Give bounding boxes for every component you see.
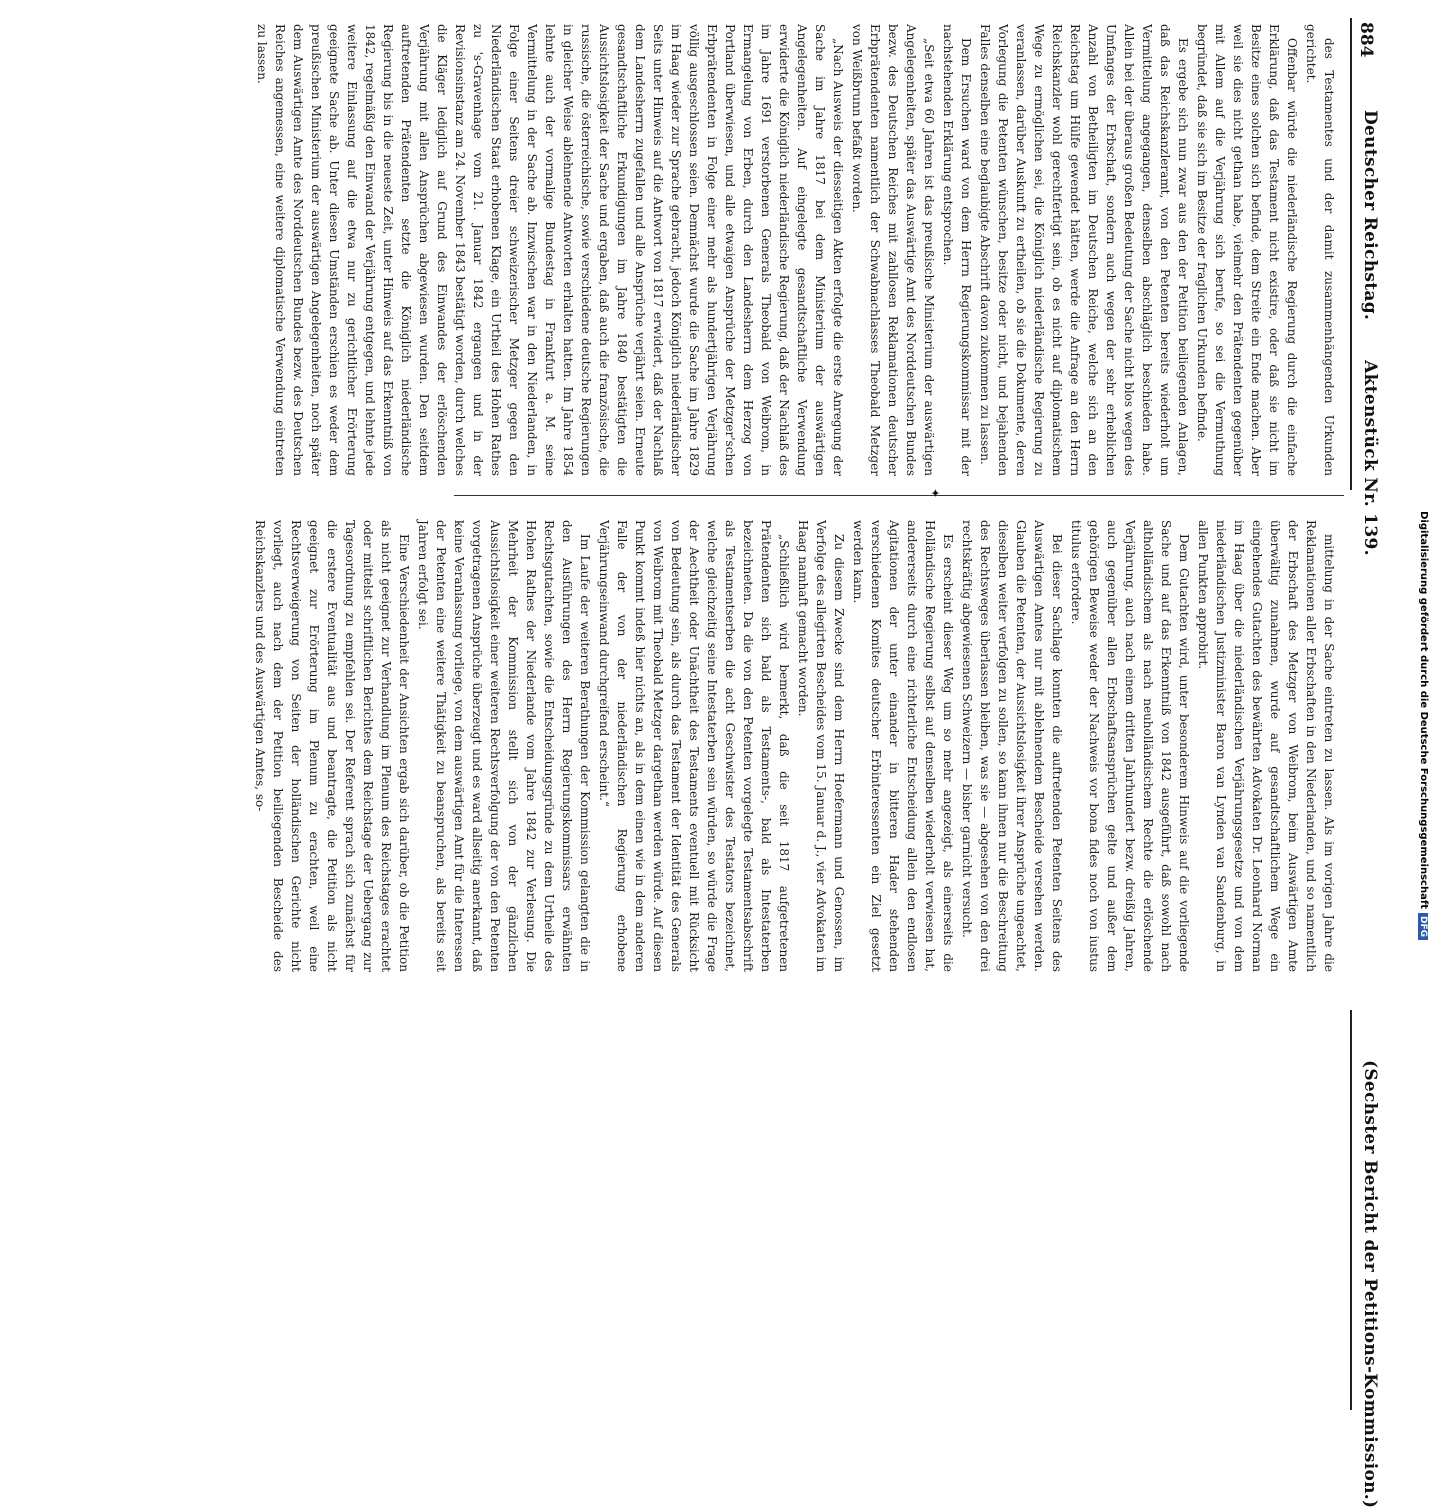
header-rule-left: [1350, 18, 1352, 490]
text-column-left: [255, 24, 1338, 476]
header-report-title: (Sechster Bericht der Petitions-Kommission.): [1360, 1060, 1380, 1508]
page-number: 884: [1356, 22, 1376, 58]
paragraph: Es erscheint dieser Weg um so mehr angezeigt, als einerseits die Holländische Regierung selbst auf denselben wiederholt verwiesen hat, andererseits durch eine richterliche Entscheidung allein den endlosen Agitationen der unter einander in bitteren Hader stehenden verschiedenen Komites deutscher Erbinteressenten ein Ziel gesetzt werden kann.: [851, 520, 955, 972]
paragraph: Dem Ersuchen ward von dem Herrn Regierungskommissar mit der nachstehenden Erklärung entsprochen.: [941, 24, 973, 476]
column-divider: [454, 495, 1344, 496]
header-rule-right: [1350, 1010, 1352, 1410]
credit-text: Digitalisierung gefördert durch die Deutsche Forschungsgemeinschaft: [1418, 511, 1429, 909]
digitization-credit: [1415, 60, 1431, 940]
paragraph: Es ergebe sich nun zwar aus den der Petition beiliegenden Anlagen, daß das Reichskanzleramt, von den Petenten bereits wiederholt um Vermittelung angegangen, denselben abschläglich beschieden habe. Allein bei der überaus großen Bedeutung der Sache nicht blos wegen des Umfanges der Erbschaft, sondern auch wegen der sehr erheblichen Anzahl von Betheiligten im Deutschen Reiche, welche sich an den Reichstag um Hülfe gewendet hätten, werde die Anfrage an den Herrn Reichskanzler wohl gerechtfertigt sein, ob es nicht auf diplomatischem Wege zu ermöglichen sei, die Königlich niederländische Regierung zu veranlassen, darüber Auskunft zu ertheilen, ob sie die Dokumente, deren Vorlegung die Petenten wünschen, besitze oder nicht, und bejahenden Falles denselben eine beglaubigte Abschrift davon zukommen zu lassen.: [978, 24, 1190, 476]
paragraph: Eine Verschiedenheit der Ansichten ergab sich darüber, ob die Petition als nicht geeignet zur Verhandlung im Plenum des Reichstages erachtet oder mittelst schriftlichen Berichtes dem Reichstage der Uebergang zur Tagesordnung zu empfehlen sei. Der Referent sprach sich zunächst für die erstere Eventualität aus und beantragte, die Petition als nicht geeignet zur Erörterung im Plenum zu erachten, weil eine Rechtsverweigerung von Seiten der holländischen Gerichte nicht vorliegt, auch nach dem der Petition beiliegenden Bescheide des Reichskanzlers und des Auswärtigen Amtes, so-: [253, 520, 411, 972]
dfg-logo: DFG: [1418, 913, 1428, 940]
text-column-right: [253, 520, 1338, 972]
paragraph: „Seit etwa 60 Jahren ist das preußische Ministerium der auswärtigen Angelegenheiten, später das Auswärtige Amt des Norddeutschen Bundes bezw. des Deutschen Reiches mit zahllosen Reklamationen deutscher Erbprätendenten namentlich der Schwabnachlasses Theobald Metzger von Weißbrunn befaßt worden.: [850, 24, 936, 476]
paragraph: Dem Gutachten wird, unter besonderem Hinweis auf die vorliegende Sache und auf das Erkenntniß von 1842 ausgeführt, daß sowohl nach altholländischem als nach neuholländischem Rechte die erlöschende Verjährung, auch nach einem dritten Jahrhundert bezw. dreißig Jahren, auch gegenüber allen Erbschaftsansprüchen gelte und außer dem gehörigen Beweise weder der Nachweis vor bona fides noch von iustus titulus erfordere.: [1069, 520, 1191, 972]
paragraph: Bei dieser Sachlage konnten die auftretenden Petenten Seitens des Auswärtigen Amtes nur mit ablehnendem Bescheide versehen werden. Glauben die Petenten, der Aussichtslosigkeit ihrer Ansprüche ungeachtet, dieselben weiter verfolgen zu sollen, so kann ihnen nur die Beschreitung des Rechtsweges überlassen bleiben, was sie — abgesehen von den drei rechtskräftig abgewiesenen Schweizern — bisher garnicht versucht.: [960, 520, 1064, 972]
paragraph: „Nach Ausweis der diesseitigen Akten erfolgte die erste Anregung der Sache im Jahre 1817 bei dem Ministerium der auswärtigen Angelegenheiten. Auf eingelegte gesandtschaftliche Verwendung erwiderte die Königlich niederländische Regierung, daß der Nachlaß des im Jahre 1691 verstorbenen Generals Theobald von Weibrom, in Ermangelung von Erben, durch den Landesherrn dem Herzog von Portland überwiesen, und alle etwaigen Ansprüche der Metzger'schen Erbprätendenten in Folge einer mehr als hundertjährigen Verjährung völlig ausgeschlossen seien. Demnächst wurde die Sache im Jahre 1829 im Haag wieder zur Sprache gebracht, jedoch Königlich niederländischer Seits unter Hinweis auf die Antwort von 1817 erwidert, daß der Nachlaß dem Landesherrn zugefallen und alle Ansprüche verjährt seien. Erneute gesandtschaftliche Erkundigungen im Jahre 1840 bestätigten die Aussichtslosigkeit der Sache und ergaben, daß auch die französische, die russische, die österreichische, sowie verschiedene deutsche Regierungen in gleicher Weise ablehnende Antworten erhalten hatten. Im Jahre 1854 lehnte auch der vormalige Bundestag in Frankfurt a. M. seine Vermittelung in der Sache ab. Inzwischen war in den Niederlanden, in Folge einer Seitens dreier schweizerischer Metzger gegen den Niederländischen Staat erhobenen Klage, ein Urtheil des Hohen Rathes zu 's-Gravenhage vom 21. Januar 1842 ergangen und in der Revisionsinstanz am 24. November 1843 bestätigt worden, durch welches die Kläger lediglich auf Grund des Einwandes der erlöschenden Verjährung mit allen Ansprüchen abgewiesen wurden. Den seitdem auftretenden Prätendenten setzte die Königlich niederländische Regierung bis in die neueste Zeit, unter Hinweis auf das Erkenntniß von 1842, regelmäßig den Einwand der Verjährung entgegen, und lehnte jede weitere Einlassung auf die etwa nur zu gerichtlicher Erörterung geeignete Sache ab. Unter diesen Umständen erschien es weder dem preußischen Ministerium der auswärtigen Angelegenheiten, noch später dem Auswärtigen Amte des Norddeutschen Bundes bezw. des Deutschen Reiches angemessen, eine weitere diplomatische Verwendung eintreten zu lassen.: [255, 24, 845, 476]
paragraph: Zu diesem Zwecke sind dem Herrn Hoefermann und Genossen, im Verfolge des allegirten Bescheides vom 15. Januar d. J., vier Advokaten im Haag namhaft gemacht worden.: [796, 520, 846, 972]
paragraph: mittelung in der Sache eintreten zu lassen. Als im vorigen Jahre die Reklamationen aller Erbschaften in den Niederlanden, und so namentlich der Erbschaft des Metzger von Weibrom, beim Auswärtigen Amte überwältig zunahmen, wurde auf gesandtschaftlichem Wege ein eingehendes Gutachten des bewährten Advokaten Dr. Leonhard Norman im Haag über die niederländischen Verjährungsgesetze und von dem niederländischen Justizminister Baron van Lynden van Sandenburg, in allen Punkten approbirt.: [1196, 520, 1336, 972]
paragraph: „Schließlich wird bemerkt, daß die seit 1817 aufgetretenen Prätendenten sich bald als Testaments-, bald als Intestaterben bezeichneten. Da die von den Petenten vorgelegte Testamentsabschrift als Testamentserben die acht Geschwister des Testators bezeichnet, welche gleichzeitig seine Intestaterben sein würden, so würde die Frage der Aechtheit oder Unächtheit des Testaments eventuell mit Rücksicht von Bedeutung sein, als durch das Testament der Identität des Generals von Weibrom mit Theobald Metzger dargethan werden würde. Auf diesen Punkt kommt indeß hier nichts an, als in dem einen wie in dem anderen Falle der von der niederländischen Regierung erhobene Verjährungseinwand durchgreifend erscheint.“: [597, 520, 791, 972]
paragraph: Offenbar würde die niederländische Regierung durch die einfache Erklärung, daß das Testament nicht existire, oder daß sie nicht im Besitze eines solchen sich befinde, dem Streite ein Ende machen. Aber weil sie dies nicht gethan habe, vielmehr den Prätendenten gegenüber mit Allem auf die Verjährung sich berufe, so sei die Vermuthung begründet, daß sie sich im Besitze der fraglichen Urkunden befinde.: [1195, 24, 1299, 476]
header-publication: Deutscher Reichstag.: [1360, 110, 1380, 321]
running-head-left: [1360, 110, 1380, 556]
divider-ornament: ✦: [928, 488, 942, 499]
paragraph: Im Laufe der weiteren Berathungen der Kommission gelangten die in den Ausführungen des Herrn Regierungskommissars erwähnten Rechtsgutachten, sowie die Entscheidungsgründe zu dem Urtheile des Hohen Rathes der Niederlande vom Jahre 1842 zur Verlesung. Die Mehrheit der Kommission stellt sich von der gänzlichen Aussichtslosigkeit einer weiteren Rechtsverfolgung der von den Petenten vorgetragenen Ansprüche überzeugt und es ward allseitig anerkannt, daß keine Veranlassung vorliege, von dem auswärtigen Amt für die Interessen der Petenten eine weitere Thätigkeit zu beanspruchen, als bereits seit Jahren erfolgt sei.: [416, 520, 592, 972]
header-document-number: Aktenstück Nr. 139.: [1360, 360, 1380, 556]
paragraph: des Testamentes und der damit zusammenhängenden Urkunden gerichtet.: [1304, 24, 1336, 476]
